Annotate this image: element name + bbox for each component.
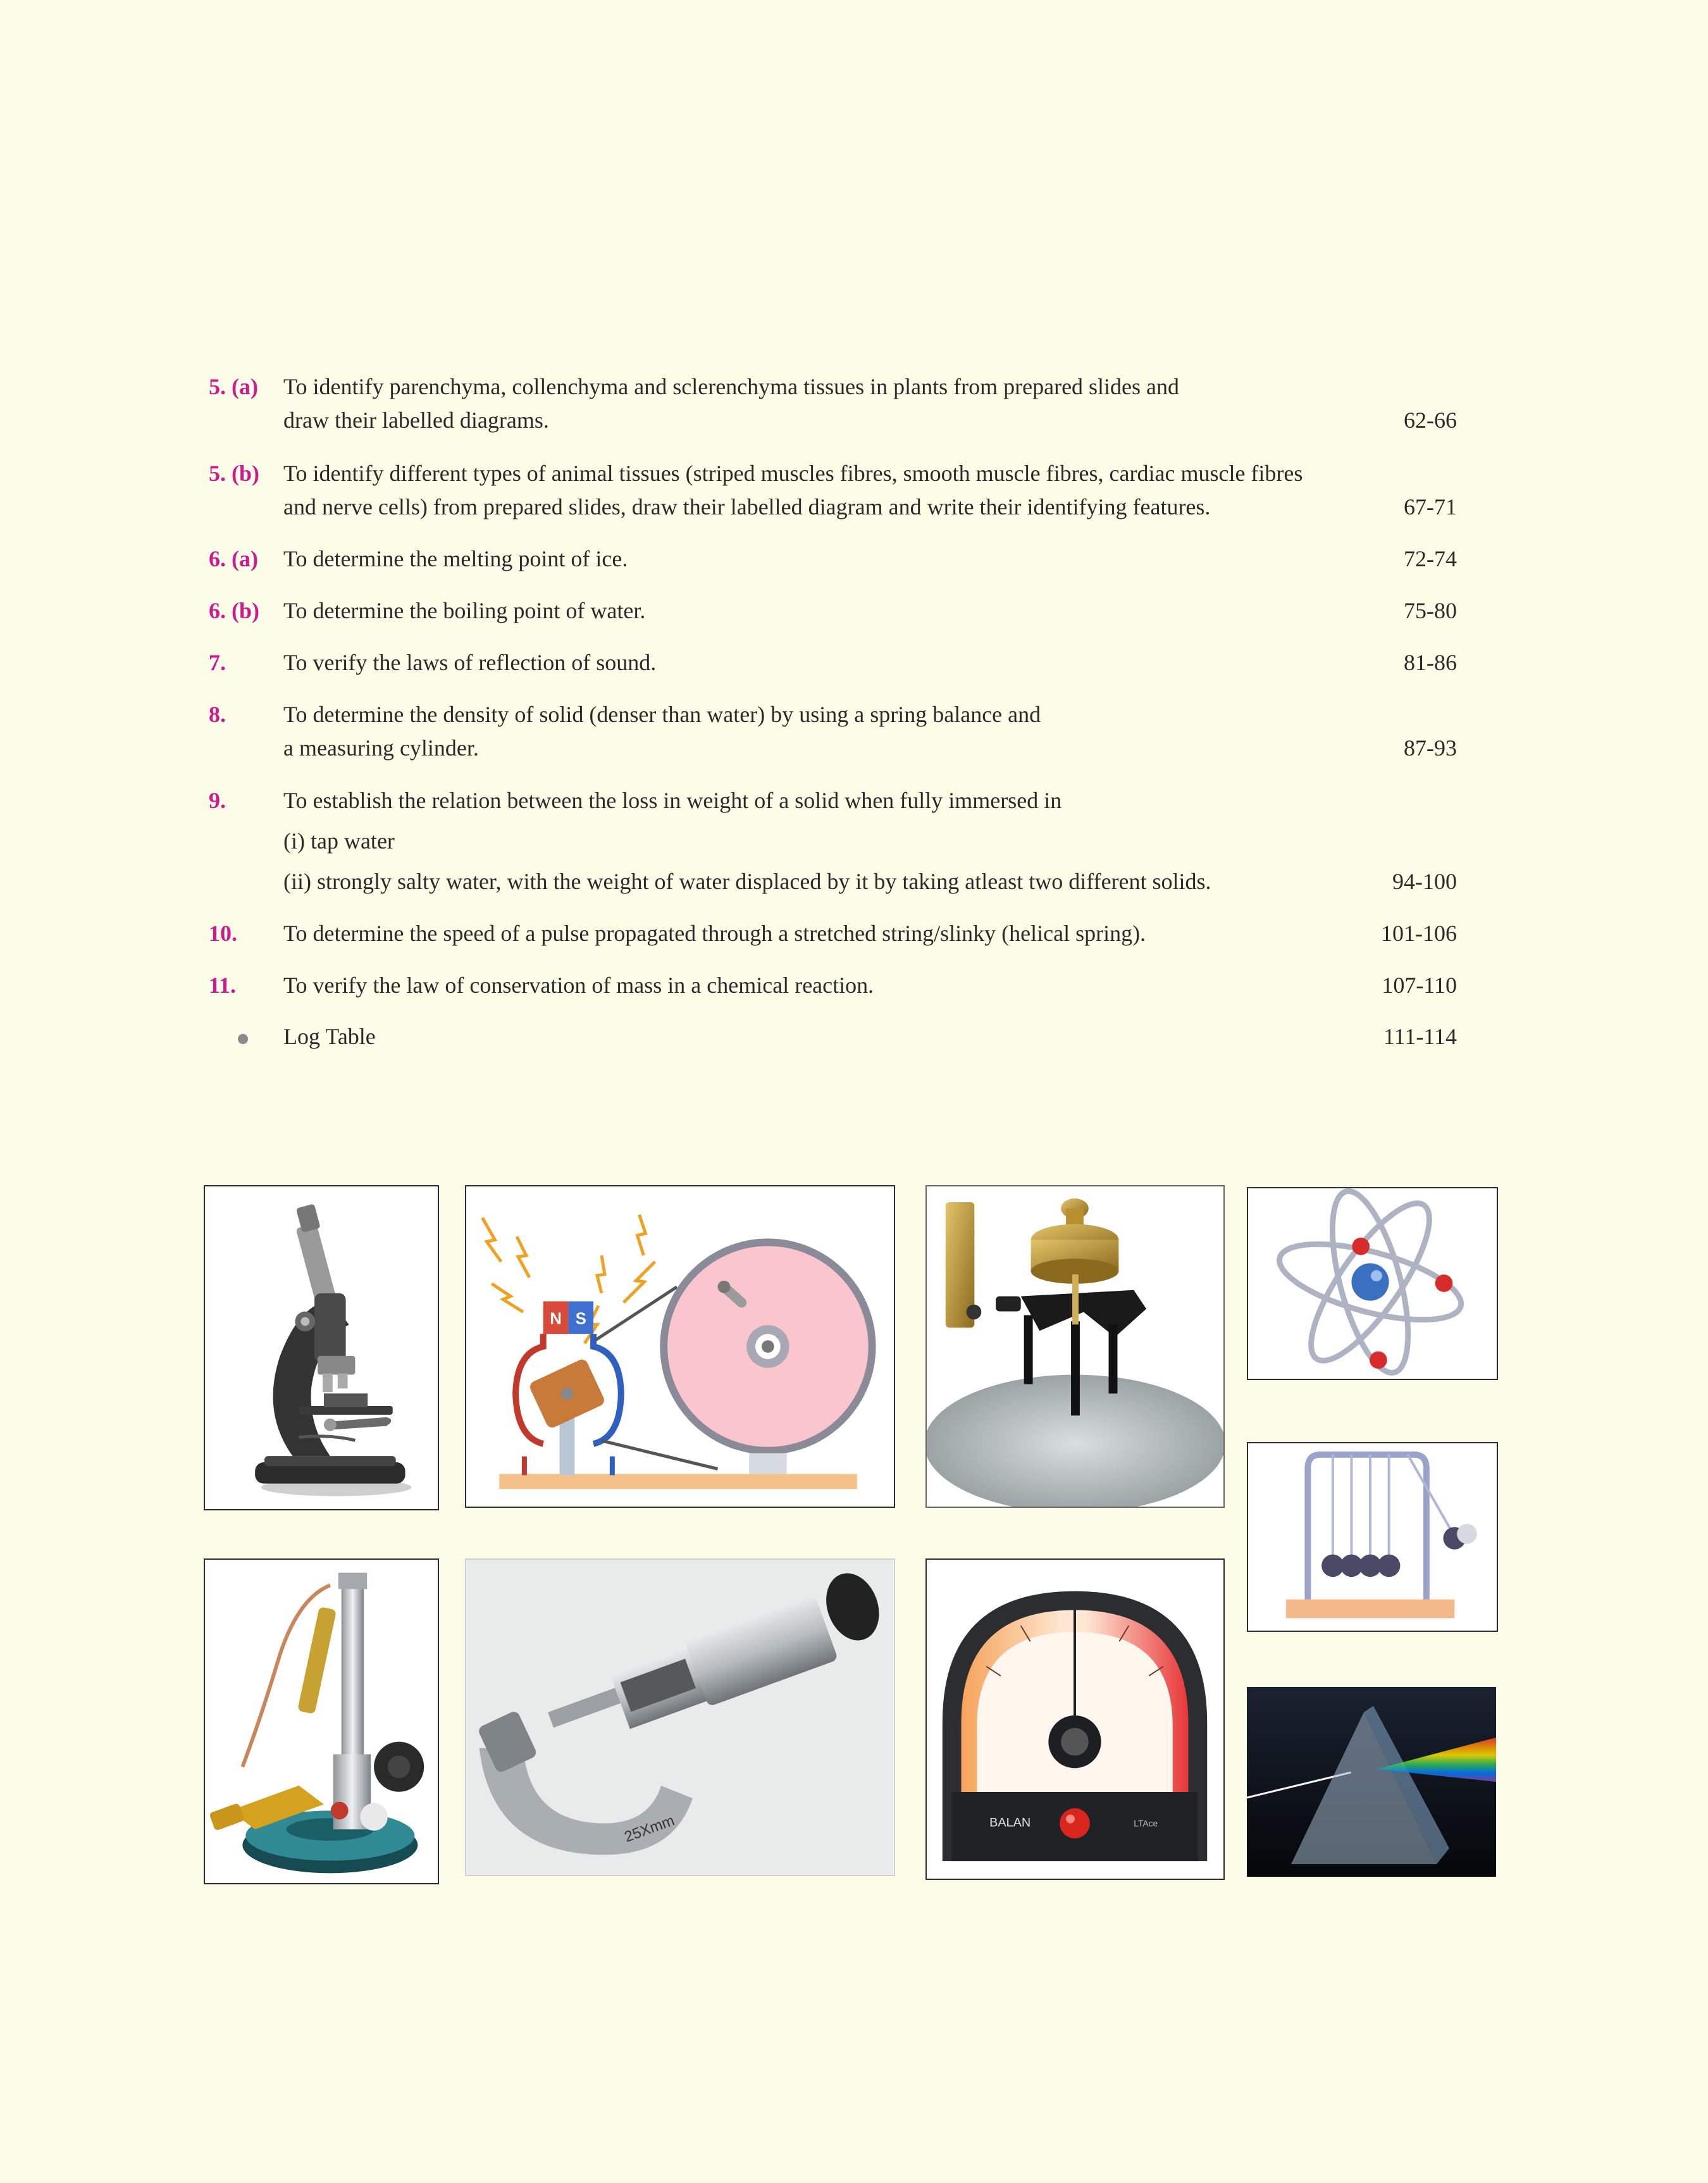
entry-number: 6. (a): [209, 546, 258, 571]
entry-text: To verify the laws of reflection of sound.: [283, 650, 657, 675]
newtons-cradle-illustration: [1247, 1442, 1498, 1632]
newtons-cradle-icon: [1248, 1443, 1497, 1631]
entry-number: 9.: [209, 788, 226, 813]
entry-text: and nerve cells) from prepared slides, draw their labelled diagram and write their identifying features.: [283, 494, 1211, 519]
spherometer-icon: [927, 1186, 1223, 1507]
entry-number: 7.: [209, 650, 226, 675]
entry-pages: 62-66: [1404, 407, 1457, 433]
entry-text: draw their labelled diagrams.: [283, 407, 549, 433]
entry-pages: 87-93: [1404, 735, 1457, 761]
entry-pages: 81-86: [1404, 650, 1457, 675]
motor-icon: [466, 1186, 894, 1507]
entry-number: 5. (a): [209, 374, 258, 399]
microscope-image: [204, 1185, 439, 1510]
entry-text: To determine the density of solid (denser than water) by using a spring balance and: [283, 702, 1041, 727]
entry-subitem: (ii) strongly salty water, with the weight of water displaced by it by taking atleast two different solids.: [283, 869, 1211, 894]
entry-text: To determine the speed of a pulse propagated through a stretched string/slinky (helical spring).: [283, 921, 1146, 946]
prism-photo: [1247, 1687, 1496, 1877]
entry-pages: 75-80: [1404, 598, 1457, 623]
micrometer-icon: [466, 1560, 894, 1875]
magnet-north-label: N: [550, 1310, 562, 1328]
electric-motor-illustration: [465, 1185, 895, 1508]
entry-pages: 94-100: [1392, 869, 1457, 894]
entry-number: 11.: [209, 973, 237, 998]
entry-number: 10.: [209, 921, 237, 946]
entry-number: 8.: [209, 702, 226, 727]
meter-model-label: LTAce: [1134, 1818, 1158, 1829]
entry-pages: 67-71: [1404, 494, 1457, 519]
analog-meter-photo: [925, 1558, 1225, 1880]
prism-icon: [1247, 1687, 1496, 1877]
entry-text: To determine the boiling point of water.: [283, 598, 646, 623]
meter-brand-label: BALAN: [989, 1815, 1031, 1830]
bunsen-burner-icon: [205, 1560, 438, 1883]
atom-icon: [1248, 1188, 1497, 1379]
spherometer-photo: [925, 1185, 1225, 1508]
bunsen-burner-photo: [204, 1558, 439, 1884]
entry-pages: 101-106: [1381, 921, 1457, 946]
meter-icon: [927, 1560, 1223, 1879]
bullet-icon: [238, 1034, 248, 1044]
atom-illustration: [1247, 1187, 1498, 1380]
entry-subitem: (i) tap water: [283, 828, 395, 854]
entry-text: To establish the relation between the loss in weight of a solid when fully immersed in: [283, 788, 1062, 813]
entry-text: To determine the melting point of ice.: [283, 546, 628, 571]
micrometer-scale-label: 25Xmm: [622, 1812, 677, 1846]
entry-text: To verify the law of conservation of mass in a chemical reaction.: [283, 973, 874, 998]
micrometer-photo: [465, 1558, 895, 1876]
entry-pages: 72-74: [1404, 546, 1457, 571]
entry-text: To identify parenchyma, collenchyma and sclerenchyma tissues in plants from prepared slides and: [283, 374, 1180, 399]
entry-number: 6. (b): [209, 598, 259, 623]
microscope-icon: [205, 1186, 438, 1509]
entry-number: 5. (b): [209, 461, 259, 486]
entry-text: a measuring cylinder.: [283, 735, 479, 761]
magnet-south-label: S: [575, 1310, 586, 1328]
entry-text: To identify different types of animal tissues (striped muscles fibres, smooth muscle fibres, cardiac muscle fibres: [283, 461, 1303, 486]
entry-pages: 111-114: [1383, 1024, 1457, 1049]
entry-pages: 107-110: [1382, 973, 1457, 998]
entry-text: Log Table: [283, 1024, 376, 1049]
